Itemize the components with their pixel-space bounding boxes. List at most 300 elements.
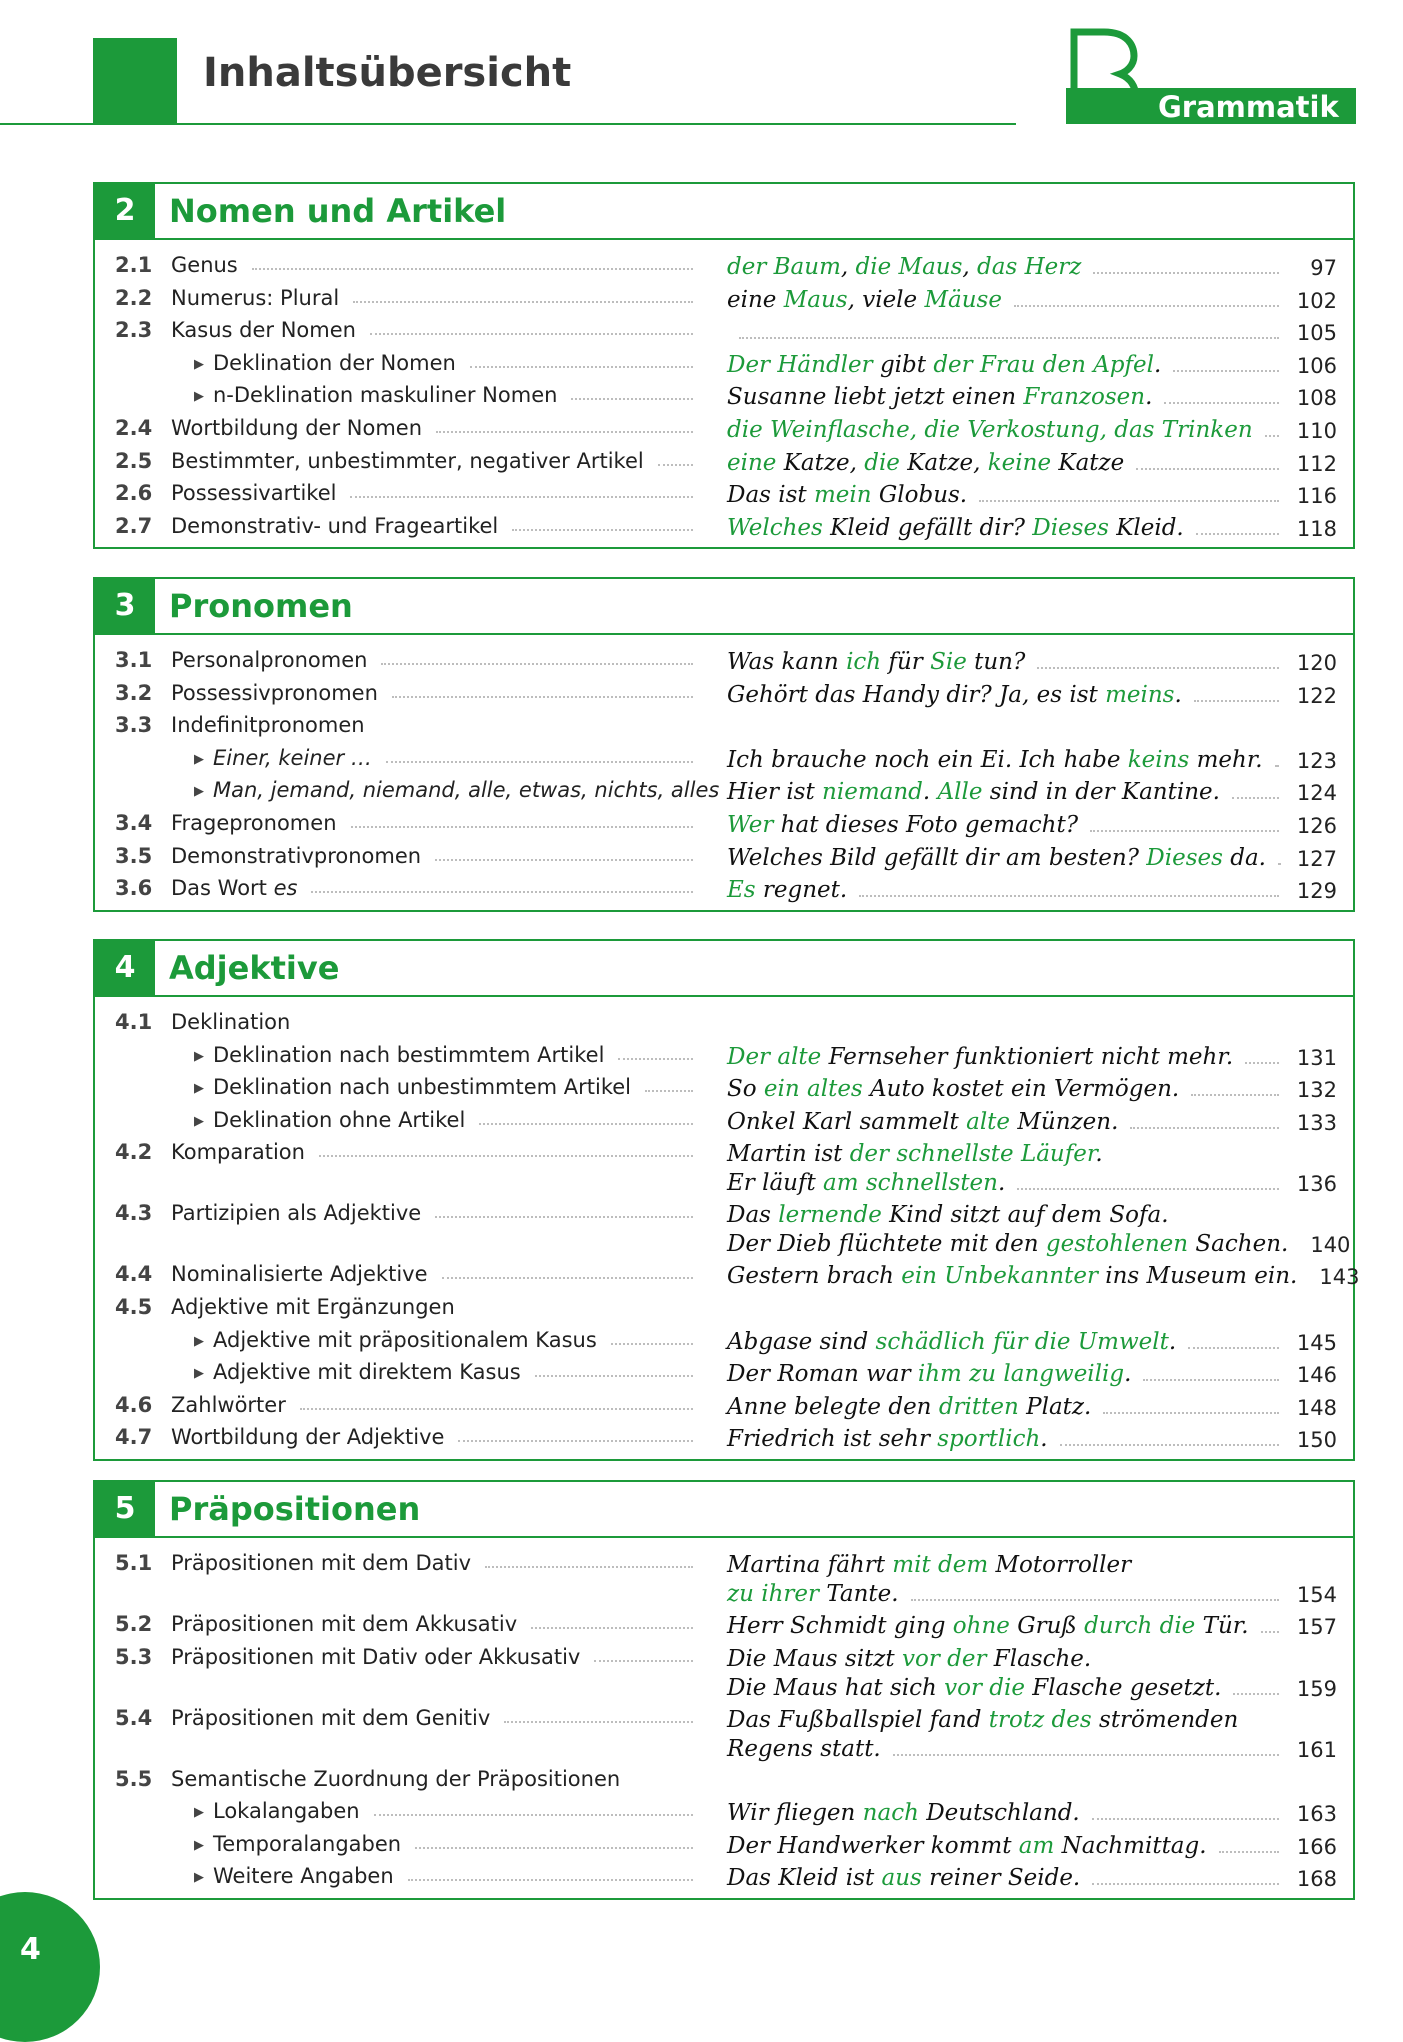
grammatik-logo bbox=[1066, 26, 1356, 126]
dotted-leader bbox=[739, 337, 1279, 339]
page-reference[interactable]: 161 bbox=[1296, 1737, 1337, 1762]
example-line bbox=[727, 284, 1353, 313]
toc-entry[interactable] bbox=[95, 1389, 1353, 1422]
entry-topic bbox=[171, 1201, 699, 1225]
toc-entry[interactable] bbox=[95, 1608, 1353, 1641]
example-text: eine Maus, viele Mäuse bbox=[727, 286, 1002, 313]
toc-entry[interactable] bbox=[95, 807, 1353, 840]
toc-entry[interactable] bbox=[95, 1136, 1353, 1197]
dotted-leader bbox=[1103, 1412, 1279, 1414]
section-title: Pronomen bbox=[169, 587, 353, 625]
entry-topic-text: Semantische Zuordnung der Präpositionen bbox=[171, 1766, 621, 1791]
entry-example bbox=[727, 1260, 1360, 1290]
toc-entry[interactable] bbox=[95, 1104, 1353, 1137]
entry-example bbox=[727, 1610, 1353, 1639]
dotted-leader bbox=[1060, 1444, 1279, 1446]
page-reference[interactable]: 123 bbox=[1296, 748, 1337, 773]
entry-topic bbox=[171, 1393, 699, 1417]
entry-example bbox=[727, 414, 1353, 443]
entry-topic-text: Präpositionen mit dem Genitiv bbox=[171, 1705, 491, 1730]
dotted-leader bbox=[436, 416, 693, 433]
example-text: Der Roman war ihm zu langweilig. bbox=[727, 1361, 1132, 1388]
dotted-leader bbox=[1232, 797, 1279, 799]
entry-topic-text: Wortbildung der Adjektive bbox=[171, 1425, 445, 1450]
entry-topic-text: Man, jemand, niemand, alle, etwas, nichts, alles bbox=[213, 778, 720, 803]
toc-entry[interactable] bbox=[95, 412, 1353, 445]
example-line bbox=[727, 1423, 1353, 1452]
entry-example bbox=[727, 349, 1353, 378]
page-reference[interactable]: 124 bbox=[1296, 781, 1337, 806]
example-text: Susanne liebt jetzt einen Franzosen. bbox=[727, 384, 1153, 411]
entry-number: 5.5 bbox=[115, 1766, 153, 1791]
toc-entry[interactable] bbox=[95, 1356, 1353, 1389]
dotted-leader bbox=[1278, 863, 1279, 865]
toc-entry[interactable] bbox=[95, 644, 1353, 677]
entry-example bbox=[727, 776, 1353, 805]
entry-example bbox=[727, 1549, 1353, 1607]
page-reference[interactable]: 132 bbox=[1296, 1078, 1337, 1103]
toc-entry[interactable] bbox=[95, 1641, 1353, 1702]
dotted-leader bbox=[1275, 765, 1279, 767]
page-reference[interactable]: 148 bbox=[1296, 1395, 1337, 1420]
dotted-leader bbox=[1233, 1693, 1279, 1695]
dotted-leader bbox=[571, 383, 693, 400]
dotted-leader bbox=[1014, 305, 1279, 307]
entry-topic bbox=[194, 1328, 699, 1352]
dotted-leader bbox=[415, 1832, 693, 1849]
entry-topic-text: Indefinitpronomen bbox=[171, 713, 365, 738]
example-line bbox=[727, 1704, 1353, 1733]
dotted-leader bbox=[1188, 1347, 1279, 1349]
dotted-leader bbox=[911, 1599, 1279, 1601]
toc-entry[interactable] bbox=[95, 1547, 1353, 1608]
dotted-leader bbox=[1245, 1062, 1279, 1064]
toc-entry[interactable] bbox=[95, 1071, 1353, 1104]
example-text: Wir fliegen nach Deutschland. bbox=[727, 1800, 1080, 1827]
bullet-triangle-icon: ▶ bbox=[194, 1333, 204, 1349]
dotted-leader bbox=[435, 844, 693, 861]
toc-entry[interactable] bbox=[95, 1763, 1353, 1796]
entry-topic-text: Genus bbox=[171, 253, 238, 277]
entry-topic bbox=[194, 746, 699, 770]
dotted-leader bbox=[485, 1551, 693, 1568]
dotted-leader bbox=[1219, 1851, 1279, 1853]
entry-topic bbox=[194, 1799, 699, 1823]
entry-topic-text: Deklination bbox=[171, 1010, 291, 1034]
example-line bbox=[727, 1578, 1353, 1607]
toc-entry[interactable] bbox=[95, 477, 1353, 510]
page-title: Inhaltsübersicht bbox=[203, 50, 572, 96]
page-reference[interactable]: 129 bbox=[1296, 879, 1337, 904]
bullet-triangle-icon: ▶ bbox=[194, 1805, 204, 1821]
entry-example bbox=[727, 479, 1353, 508]
entry-topic bbox=[171, 713, 699, 737]
entry-topic bbox=[171, 449, 699, 473]
bullet-triangle-icon: ▶ bbox=[194, 1081, 204, 1097]
entry-example bbox=[727, 1106, 1353, 1135]
entry-topic bbox=[171, 481, 699, 505]
entry-topic-text: Wortbildung der Nomen bbox=[171, 415, 423, 440]
page-reference[interactable]: 106 bbox=[1296, 353, 1337, 378]
page-reference[interactable]: 102 bbox=[1296, 288, 1337, 313]
example-text: Er läuft am schnellsten. bbox=[727, 1170, 1006, 1197]
entry-example bbox=[727, 251, 1353, 280]
section-header bbox=[95, 579, 1353, 635]
entry-number: 2.6 bbox=[115, 481, 153, 506]
example-line bbox=[727, 1358, 1353, 1387]
entry-number: 3.4 bbox=[115, 810, 153, 835]
example-text: Was kann ich für Sie tun? bbox=[727, 649, 1026, 675]
example-line bbox=[727, 679, 1353, 708]
example-line bbox=[727, 1073, 1353, 1102]
bullet-triangle-icon: ▶ bbox=[194, 1837, 204, 1853]
entry-topic-text: Deklination nach unbestimmtem Artikel bbox=[213, 1075, 632, 1100]
dotted-leader bbox=[504, 1706, 693, 1723]
toc-entry[interactable] bbox=[95, 774, 1353, 807]
header-rule bbox=[0, 123, 1016, 125]
entry-topic bbox=[171, 681, 699, 705]
dotted-leader bbox=[535, 1360, 693, 1377]
entry-example bbox=[727, 1041, 1353, 1070]
page-reference[interactable]: 122 bbox=[1296, 683, 1337, 708]
header-accent-block bbox=[93, 38, 177, 124]
entry-number: 3.3 bbox=[115, 713, 153, 738]
page-reference[interactable]: 168 bbox=[1296, 1867, 1337, 1892]
entry-topic-text: Bestimmter, unbestimmter, negativer Artikel bbox=[171, 448, 644, 473]
example-text: Anne belegte den dritten Platz. bbox=[727, 1393, 1092, 1420]
entry-topic bbox=[194, 351, 699, 375]
toc-entry[interactable] bbox=[95, 249, 1353, 282]
example-line bbox=[727, 1549, 1353, 1578]
section-number: 2 bbox=[95, 184, 155, 238]
entry-example bbox=[727, 1797, 1353, 1826]
entry-topic-text: Deklination der Nomen bbox=[213, 350, 456, 375]
page-reference[interactable]: 150 bbox=[1296, 1428, 1337, 1453]
dotted-leader bbox=[353, 286, 693, 303]
example-text: Das ist mein Globus. bbox=[727, 482, 968, 509]
entry-topic-text: Das Wort es bbox=[171, 876, 298, 901]
section-header bbox=[95, 1482, 1353, 1538]
page-reference[interactable]: 126 bbox=[1296, 813, 1337, 838]
toc-entry[interactable] bbox=[95, 1421, 1353, 1454]
section-title: Nomen und Artikel bbox=[169, 192, 507, 230]
example-line bbox=[727, 1733, 1353, 1762]
toc-entry[interactable] bbox=[95, 1291, 1353, 1324]
page-reference[interactable]: 140 bbox=[1310, 1233, 1351, 1258]
example-line bbox=[727, 776, 1353, 805]
toc-entry[interactable] bbox=[95, 379, 1353, 412]
entry-topic bbox=[171, 1612, 699, 1636]
example-line bbox=[727, 1260, 1360, 1290]
entry-example bbox=[727, 1199, 1353, 1257]
page-reference[interactable]: 146 bbox=[1296, 1363, 1337, 1388]
dotted-leader bbox=[1143, 1379, 1279, 1381]
entry-example bbox=[727, 1830, 1353, 1859]
example-line bbox=[727, 1643, 1353, 1672]
entry-topic bbox=[171, 1551, 699, 1575]
section-header bbox=[95, 184, 1353, 240]
entry-number: 2.4 bbox=[115, 415, 153, 440]
toc-entry[interactable] bbox=[95, 709, 1353, 742]
entry-topic-text: Fragepronomen bbox=[171, 810, 337, 835]
toc-entry[interactable] bbox=[95, 1197, 1353, 1258]
example-line bbox=[727, 1199, 1353, 1228]
section-3 bbox=[93, 577, 1355, 912]
entry-example bbox=[727, 1862, 1353, 1891]
dotted-leader bbox=[1092, 1818, 1279, 1820]
entry-topic bbox=[194, 778, 720, 803]
example-line bbox=[727, 1391, 1353, 1420]
dotted-leader bbox=[319, 1140, 693, 1157]
example-line bbox=[727, 1672, 1353, 1701]
dotted-leader bbox=[350, 481, 693, 498]
toc-entry[interactable] bbox=[95, 1795, 1353, 1828]
example-line bbox=[727, 447, 1353, 476]
toc-entry[interactable] bbox=[95, 1828, 1353, 1861]
example-text: Gestern brach ein Unbekannter ins Museum ein. bbox=[727, 1263, 1298, 1290]
toc-entry[interactable] bbox=[95, 1702, 1353, 1763]
entry-number: 2.2 bbox=[115, 285, 153, 310]
dotted-leader bbox=[370, 318, 693, 335]
entry-topic-text: Nominalisierte Adjektive bbox=[171, 1262, 428, 1287]
section-header bbox=[95, 941, 1353, 997]
toc-entry[interactable] bbox=[95, 347, 1353, 380]
entry-number: 3.6 bbox=[115, 876, 153, 901]
entry-topic bbox=[171, 1425, 699, 1449]
dotted-leader bbox=[392, 681, 693, 698]
example-text: Martin ist der schnellste Läufer. bbox=[727, 1141, 1103, 1168]
example-line bbox=[727, 842, 1353, 871]
page-reference[interactable]: 127 bbox=[1296, 846, 1337, 871]
page-reference[interactable]: 131 bbox=[1296, 1045, 1337, 1070]
example-line bbox=[727, 744, 1353, 773]
dotted-leader bbox=[1130, 1127, 1279, 1129]
dotted-leader bbox=[435, 1201, 693, 1218]
entry-topic bbox=[171, 648, 699, 672]
entry-number: 4.5 bbox=[115, 1294, 153, 1319]
entry-topic bbox=[171, 876, 699, 900]
dotted-leader bbox=[512, 514, 693, 531]
entry-topic-text: Deklination nach bestimmtem Artikel bbox=[213, 1042, 605, 1067]
section-entries bbox=[95, 1538, 1353, 1898]
example-text: Das Kleid ist aus reiner Seide. bbox=[727, 1865, 1081, 1892]
dotted-leader bbox=[300, 1393, 693, 1410]
entry-topic bbox=[171, 253, 699, 277]
example-line bbox=[727, 809, 1353, 838]
page-reference[interactable]: 136 bbox=[1296, 1172, 1337, 1197]
toc-entry[interactable] bbox=[95, 1039, 1353, 1072]
section-2 bbox=[93, 182, 1355, 549]
dotted-leader bbox=[658, 449, 693, 466]
example-text: zu ihrer Tante. bbox=[727, 1581, 899, 1607]
example-text: Die Maus hat sich vor die Flasche gesetzt. bbox=[727, 1674, 1222, 1701]
entry-topic-text: Deklination ohne Artikel bbox=[213, 1107, 466, 1132]
example-text: die Weinflasche, die Verkostung, das Trinken bbox=[727, 416, 1253, 443]
page-reference[interactable]: 166 bbox=[1296, 1834, 1337, 1859]
entry-example bbox=[727, 1073, 1353, 1102]
dotted-leader bbox=[618, 1043, 693, 1060]
example-text: Abgase sind schädlich für die Umwelt. bbox=[727, 1328, 1177, 1355]
example-line bbox=[727, 316, 1353, 345]
entry-example bbox=[727, 1704, 1353, 1762]
entry-topic bbox=[171, 416, 699, 440]
entry-topic bbox=[171, 1262, 699, 1286]
toc-entry[interactable] bbox=[95, 872, 1353, 905]
example-line bbox=[727, 381, 1353, 410]
example-text: Es regnet. bbox=[727, 877, 848, 904]
entry-topic-text: Präpositionen mit Dativ oder Akkusativ bbox=[171, 1644, 581, 1669]
entry-topic-text: Adjektive mit direktem Kasus bbox=[213, 1360, 521, 1385]
example-text: Das Fußballspiel fand trotz des strömenden bbox=[727, 1706, 1239, 1733]
dotted-leader bbox=[1196, 533, 1279, 535]
toc-entry[interactable] bbox=[95, 282, 1353, 315]
example-line bbox=[727, 479, 1353, 508]
example-line bbox=[727, 251, 1353, 280]
page-reference[interactable]: 97 bbox=[1310, 256, 1337, 280]
bullet-triangle-icon: ▶ bbox=[194, 1870, 204, 1886]
page-reference[interactable]: 159 bbox=[1296, 1676, 1337, 1701]
section-title: Präpositionen bbox=[169, 1490, 421, 1528]
entry-topic bbox=[194, 1360, 699, 1384]
entry-example bbox=[727, 1423, 1353, 1452]
toc-entry[interactable] bbox=[95, 840, 1353, 873]
entry-topic bbox=[194, 1832, 699, 1856]
example-text: Hier ist niemand. Alle sind in der Kantine. bbox=[727, 779, 1220, 806]
dotted-leader bbox=[1037, 667, 1279, 669]
entry-example bbox=[727, 447, 1353, 476]
example-text: der Baum, die Maus, das Herz bbox=[727, 254, 1082, 280]
bullet-triangle-icon: ▶ bbox=[194, 1366, 204, 1382]
toc-entry[interactable] bbox=[95, 1258, 1360, 1291]
example-text: Welches Kleid gefällt dir? Dieses Kleid. bbox=[727, 514, 1184, 541]
entry-number: 2.7 bbox=[115, 513, 153, 538]
toc-entry[interactable] bbox=[95, 1324, 1353, 1357]
toc-entry[interactable] bbox=[95, 677, 1353, 710]
entry-number: 5.3 bbox=[115, 1644, 153, 1669]
section-5 bbox=[93, 1480, 1355, 1900]
example-line bbox=[727, 874, 1353, 903]
example-text: Welches Bild gefällt dir am besten? Dieses da. bbox=[727, 844, 1266, 871]
dotted-leader bbox=[1265, 435, 1279, 437]
entry-number: 3.5 bbox=[115, 843, 153, 868]
toc-entry[interactable] bbox=[95, 510, 1353, 543]
dotted-leader bbox=[458, 1425, 693, 1442]
entry-topic bbox=[171, 1767, 699, 1791]
entry-number: 4.2 bbox=[115, 1140, 153, 1165]
entry-topic-text: Demonstrativpronomen bbox=[171, 843, 422, 868]
example-line bbox=[727, 512, 1353, 541]
example-line bbox=[727, 1138, 1353, 1167]
section-entries bbox=[95, 635, 1353, 910]
entry-number: 4.6 bbox=[115, 1392, 153, 1417]
logo-label: Grammatik bbox=[1158, 90, 1339, 124]
page-reference[interactable]: 163 bbox=[1296, 1802, 1337, 1827]
entry-example bbox=[727, 646, 1353, 675]
dotted-leader bbox=[1164, 402, 1279, 404]
entry-topic-text: Possessivpronomen bbox=[171, 680, 378, 705]
section-4 bbox=[93, 939, 1360, 1461]
entry-topic bbox=[171, 1706, 699, 1730]
bullet-triangle-icon: ▶ bbox=[194, 751, 204, 767]
page-number-badge bbox=[0, 1892, 100, 2042]
bullet-triangle-icon: ▶ bbox=[194, 356, 204, 372]
example-text: Ich brauche noch ein Ei. Ich habe keins mehr. bbox=[727, 746, 1263, 773]
toc-entry[interactable] bbox=[95, 742, 1353, 775]
page-reference[interactable]: 133 bbox=[1296, 1110, 1337, 1135]
example-text: Onkel Karl sammelt alte Münzen. bbox=[727, 1108, 1119, 1135]
entry-example bbox=[727, 381, 1353, 410]
toc-entry[interactable] bbox=[95, 445, 1353, 478]
example-line bbox=[727, 1797, 1353, 1826]
page-reference[interactable]: 157 bbox=[1296, 1615, 1337, 1639]
example-line bbox=[727, 1862, 1353, 1891]
example-text: Der alte Fernseher funktioniert nicht mehr. bbox=[727, 1043, 1234, 1070]
example-text: Martina fährt mit dem Motorroller bbox=[727, 1552, 1132, 1578]
page-reference[interactable]: 154 bbox=[1296, 1583, 1337, 1607]
entry-topic bbox=[194, 1108, 699, 1132]
section-entries bbox=[95, 240, 1353, 547]
page-reference[interactable]: 143 bbox=[1319, 1265, 1360, 1290]
entry-topic bbox=[171, 811, 699, 835]
toc-entry[interactable] bbox=[95, 1006, 1353, 1039]
page-reference[interactable]: 110 bbox=[1296, 418, 1337, 443]
example-text: Die Maus sitzt vor der Flasche. bbox=[727, 1645, 1092, 1672]
toc-entry[interactable] bbox=[95, 314, 1353, 347]
dotted-leader bbox=[311, 876, 693, 893]
entry-example bbox=[727, 679, 1353, 708]
dotted-leader bbox=[1092, 1883, 1279, 1885]
entry-topic-text: Präpositionen mit dem Dativ bbox=[171, 1551, 471, 1575]
entry-topic-text: Zahlwörter bbox=[171, 1392, 286, 1417]
entry-topic-text: Personalpronomen bbox=[171, 648, 368, 672]
dotted-leader bbox=[1173, 370, 1279, 372]
example-line bbox=[727, 1106, 1353, 1135]
dotted-leader bbox=[531, 1612, 693, 1629]
entry-number: 3.1 bbox=[115, 648, 153, 672]
bullet-triangle-icon: ▶ bbox=[194, 784, 204, 800]
dotted-leader bbox=[374, 1799, 693, 1816]
example-line bbox=[727, 1167, 1353, 1196]
entry-topic-text: Temporalangaben bbox=[213, 1831, 402, 1856]
entry-example bbox=[727, 744, 1353, 773]
page-reference[interactable]: 145 bbox=[1296, 1330, 1337, 1355]
dotted-leader bbox=[1017, 1188, 1279, 1190]
dotted-leader bbox=[479, 1108, 693, 1125]
page-reference[interactable]: 108 bbox=[1296, 386, 1337, 411]
toc-entry[interactable] bbox=[95, 1860, 1353, 1893]
section-number: 3 bbox=[95, 579, 155, 633]
entry-topic bbox=[194, 1075, 699, 1099]
entry-topic-text: Possessivartikel bbox=[171, 481, 337, 506]
page-reference[interactable]: 105 bbox=[1296, 321, 1337, 346]
entry-number: 2.3 bbox=[115, 318, 153, 343]
entry-example bbox=[727, 874, 1353, 903]
example-text: Wer hat dieses Foto gemacht? bbox=[727, 811, 1079, 838]
dotted-leader bbox=[470, 351, 693, 368]
entry-topic bbox=[171, 1645, 699, 1669]
page-reference[interactable]: 120 bbox=[1296, 651, 1337, 675]
dotted-leader bbox=[381, 648, 693, 665]
page-reference[interactable]: 112 bbox=[1296, 451, 1337, 476]
page-reference[interactable]: 118 bbox=[1296, 516, 1337, 541]
entry-topic-text: n-Deklination maskuliner Nomen bbox=[213, 383, 558, 408]
entry-example bbox=[727, 1643, 1353, 1701]
dotted-leader bbox=[594, 1645, 693, 1662]
entry-topic-text: Präpositionen mit dem Akkusativ bbox=[171, 1612, 518, 1636]
page-number: 4 bbox=[20, 1932, 41, 1967]
bullet-triangle-icon: ▶ bbox=[194, 1048, 204, 1064]
page-reference[interactable]: 116 bbox=[1296, 484, 1337, 509]
